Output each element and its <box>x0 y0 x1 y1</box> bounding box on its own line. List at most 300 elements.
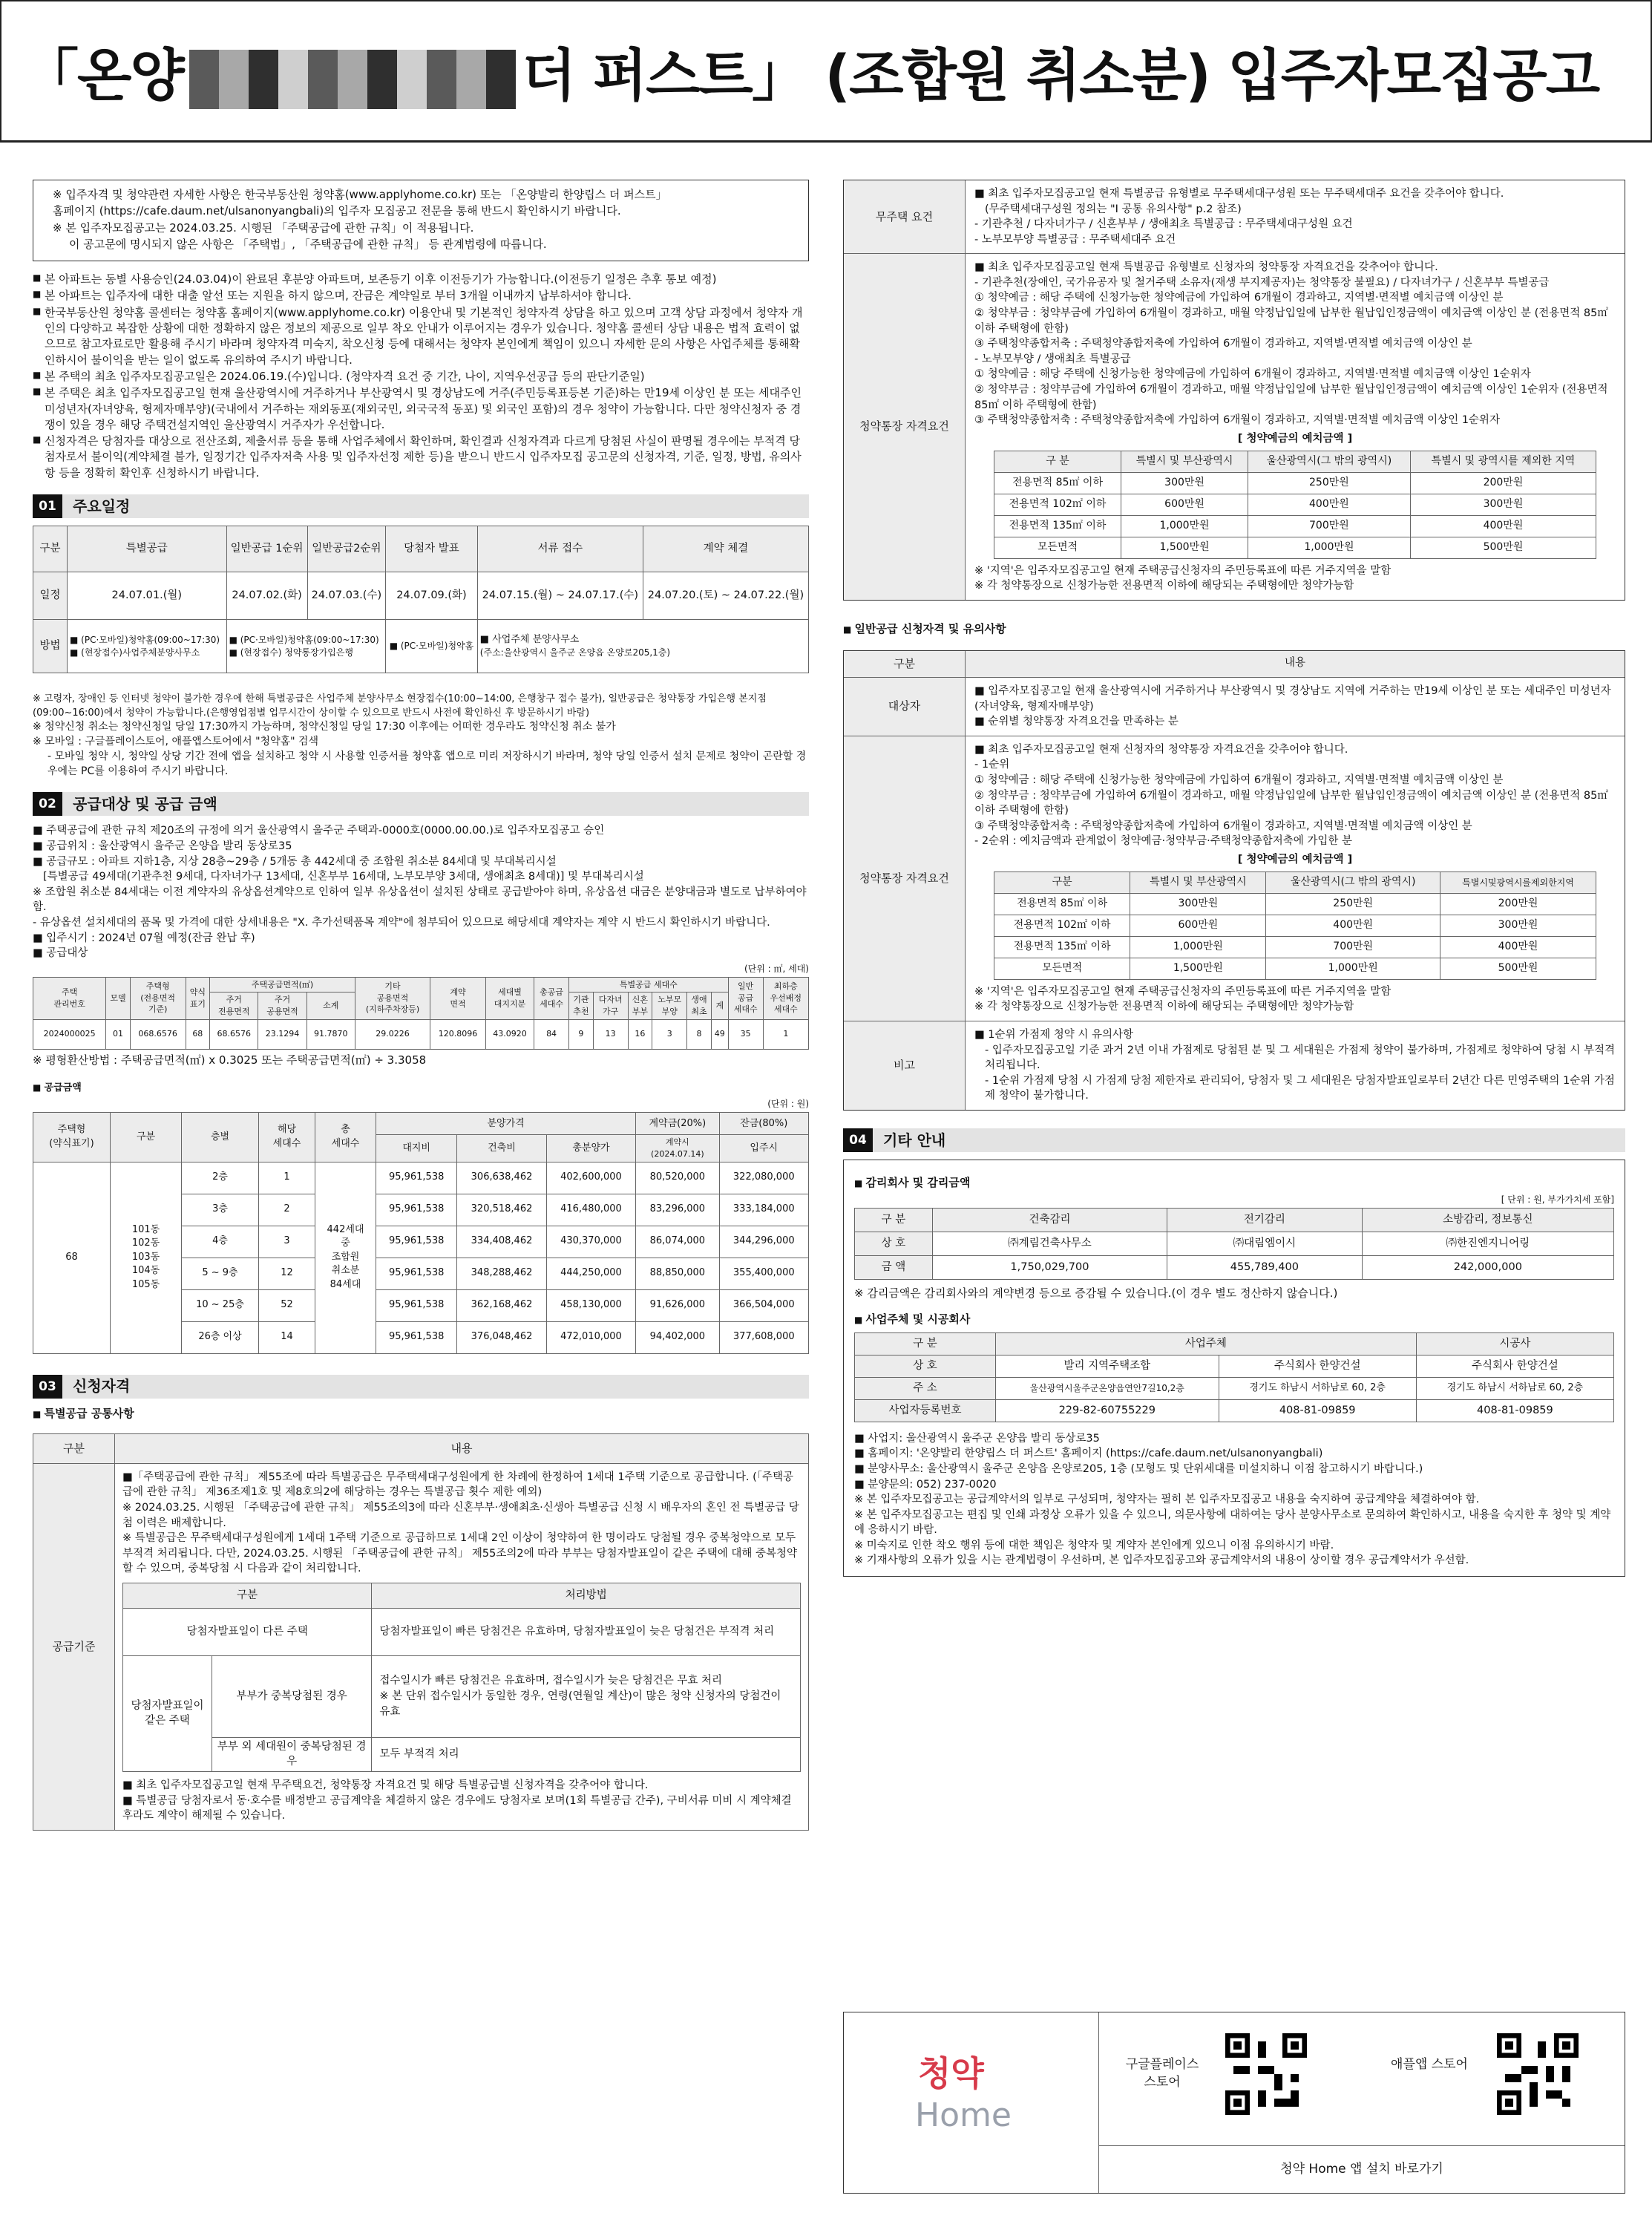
intro-note-line: 이 공고문에 명시되지 않은 사항은 「주택법」, 「주택공급에 관한 규칙」 등 관계법령에 따릅니다. <box>69 237 547 251</box>
deposit-cell: 200만원 <box>1410 473 1596 494</box>
deposit-cell: 300만원 <box>1130 894 1266 915</box>
schedule-notes <box>33 693 809 779</box>
price-subtitle: ■ 공급금액 <box>33 1082 809 1095</box>
price-cell: 362,168,462 <box>457 1289 546 1321</box>
content-line: ② 청약부금 : 청약부금에 가입하여 6개월이 경과하고, 매월 약정납입일에 납부한 월납입인정금액이 예치금액 이상인 1순위자 (전용면적 85㎡ 이하 주택형에 한함) <box>974 383 1608 411</box>
deposit-cell: 600만원 <box>1121 494 1248 516</box>
left-column <box>33 180 809 1831</box>
eligibility-subtitle: ■ 특별공급 공통사항 <box>33 1406 809 1422</box>
eligibility-item: ■「주택공급에 관한 규칙」 제55조에 따라 특별공급은 무주택세대구성원에게 한 차례에 한정하여 1세대 1주택 기준으로 공급합니다. (「주택공급에 관한 규칙」 제36조제1호 및 제8호의2에 해당하는 경우는 특별공급 횟수 제한 예외) <box>122 1471 794 1499</box>
supply-bullet: ■ 주택공급에 관한 규칙 제20조의 규정에 의거 울산광역시 울주군 주택과-0000호(0000.00.00.)로 입주자모집공고 승인 <box>33 825 605 837</box>
content-line: ■ 순위별 청약통장 자격요건을 만족하는 분 <box>974 716 1179 728</box>
price-dong: 104동 <box>131 1265 160 1277</box>
eligibility-label: 공급기준 <box>33 1463 115 1830</box>
supervision-subtitle: ■ 감리회사 및 감리금액 <box>854 1175 1614 1191</box>
eligibility-item: ■ 최초 입주자모집공고일 현재 무주택요건, 청약통장 자격요건 및 해당 특별공급별 신청자격을 갖추어야 합니다. <box>122 1779 649 1792</box>
supply-cell: 43.0920 <box>485 1019 534 1049</box>
row-label: 비고 <box>844 1021 966 1110</box>
other-info-box <box>843 1160 1625 1577</box>
business-cell: 주식회사 한양건설 <box>1416 1355 1613 1377</box>
business-cell: 발리 지역주택조합 <box>996 1355 1219 1377</box>
eligibility-header: 구분 <box>33 1433 115 1463</box>
supervision-cell: ㈜계림건축사무소 <box>932 1232 1167 1256</box>
schedule-cell: 24.07.03.(수) <box>307 572 386 620</box>
content-line: - 2순위 : 예치금액과 관계없이 청약예금·청약부금·주택청약종합저축에 가입한 분 <box>974 835 1353 848</box>
method-line: (주소:울산광역시 울주군 온양읍 온양로205,1층) <box>479 647 671 658</box>
duplicate-cell: 당첨자발표일이 빠른 당첨건은 유효하며, 당첨자발표일이 늦은 당첨건은 부적격 처리 <box>372 1608 801 1655</box>
deposit-header: 울산광역시(그 밖의 광역시) <box>1266 872 1440 894</box>
deposit-cell: 모든면적 <box>994 537 1121 558</box>
duplicate-cell: 부부가 중복당첨된 경우 <box>212 1655 372 1737</box>
method-line: ■ 사업주체 분양사무소 <box>479 633 580 645</box>
deposit-cell: 1,000만원 <box>1130 937 1266 958</box>
other-note: ※ 기재사항의 오류가 있을 시는 관계법령이 우선하며, 본 입주자모집공고와 공급계약서의 내용이 상이할 경우 공급계약서가 우선함. <box>854 1554 1469 1567</box>
schedule-header: 일반공급 1순위 <box>226 526 307 572</box>
remarks-row <box>844 1021 1625 1110</box>
schedule-cell: 24.07.02.(화) <box>226 572 307 620</box>
apple-store-label: 애플앱 스토어 <box>1391 2057 1468 2072</box>
right-column <box>843 180 1625 1577</box>
schedule-cell: 24.07.20.(토) ~ 24.07.22.(월) <box>643 572 808 620</box>
price-cell: 88,850,000 <box>636 1258 719 1289</box>
supply-cell: 16 <box>628 1019 652 1049</box>
schedule-header: 계약 체결 <box>643 526 808 572</box>
schedule-header: 구분 <box>33 526 68 572</box>
general-supply-box <box>843 650 1625 1111</box>
deposit-cell: 500만원 <box>1410 537 1596 558</box>
supply-cell: 49 <box>711 1019 728 1049</box>
business-cell: 경기도 하남시 서하남로 60, 2층 <box>1416 1377 1613 1399</box>
row-label: 청약통장 자격요건 <box>844 736 966 1021</box>
price-table: 주택형 (약식표기) 구분 층별 해당 세대수 총 세대수 분양가격 계약금(20%) 잔금(80%) 대지비 건축비 총분양가 계약시 (2024.07.14) 입주시 68 101동 102동 103동 104동 105동 2층 1 442세대 중 조합원 취소분 84세대 95,961,538 306,638,462 402,600,000 80,520,000 322,080,000 3층 2 95,961,538 320,518,462 416,480,000 83,296,000 333,184,000 4층 3 95,961,538 334,408,462 430,370,000 86,074,000 344,296,000 5 ~ 9층 12 95,961,538 348,288,462 444,250,000 88,850,000 355,400,000 10 ~ 25층 52 95,961,538 362,168,462 458,130,000 91,626,000 366,504,000 26층 이상 14 95,961,538 376,048,462 472,010,000 94,402,000 377,608,000 <box>33 1112 809 1353</box>
business-label: 사업자등록번호 <box>855 1399 996 1422</box>
intro-note-line: ※ 본 입주자모집공고는 2024.03.25. 시행된 「주택공급에 관한 규칙」이 적용됩니다. <box>53 220 474 235</box>
price-cell: 366,504,000 <box>719 1289 808 1321</box>
eligibility-content <box>115 1463 809 1830</box>
supply-bullet: [특별공급 49세대(기관추천 9세대, 다자녀가구 13세대, 신혼부부 16세대, 노부모부양 3세대, 생애최초 8세대)] 및 부대복리시설 <box>43 871 644 883</box>
supply-bullets <box>33 823 809 961</box>
price-cell: 1 <box>259 1162 315 1194</box>
other-note: ※ 미숙지로 인한 착오 행위 등에 대한 책임은 청약자 및 계약자 본인에게 있으니 이점 유의하시기 바람. <box>854 1539 1334 1551</box>
intro-bullet: ■ 본 주택은 최초 입주자모집공고일 현재 울산광역시에 거주하거나 부산광역시 및 경상남도에 거주(주민등록표등본 기준)하는 만19세 이상인 분 또는 세대주인 미성년자(자녀양육, 형제자매부양)(국내에서 거주하는 재외동포(재외국민, 외국국적 동포) 및 외국인 포함)의 경우 청약이 가능합니다. 다만 청약신청자 중 경쟁이 있을 경우 해당 주택건설지역인 울산광역시 거주자가 우선합니다. <box>33 385 809 433</box>
supply-cell: 68.6576 <box>210 1019 258 1049</box>
deposit-cell: 250만원 <box>1266 894 1440 915</box>
deposit-cell: 500만원 <box>1440 958 1596 979</box>
duplicate-line: 접수일시가 빠른 당첨건은 유효하며, 접수일시가 늦은 당첨건은 무효 처리 <box>379 1675 723 1687</box>
duplicate-header: 처리방법 <box>372 1583 801 1608</box>
supply-cell: 3 <box>652 1019 687 1049</box>
schedule-row-label: 일정 <box>33 572 68 620</box>
business-cell: 229-82-60755229 <box>996 1399 1219 1422</box>
business-cell: 408-81-09859 <box>1416 1399 1613 1422</box>
supply-target-table: 주택 관리번호 모델 주택형 (전용면적 기준) 약식 표기 주택공급면적(㎡) 기타 공용면적 (지하주차장등) 계약 면적 세대별 대지지분 총공급 세대수 특별공급 세대수 일반 공급 세대수 최하층 우선배정 세대수 주거 전용면적 주거 공용면적 소계 기관 추천 다자녀 가구 신혼 부부 노부모 부양 생애 최초 계 2024000025 01 068.6576 68 68.6576 23.1294 91.7870 29.0226 120.8096 43.0920 84 9 13 16 3 8 49 35 1 <box>33 977 809 1050</box>
intro-bullets <box>33 272 809 481</box>
row-content <box>966 678 1625 736</box>
schedule-note: - 모바일 청약 시, 청약일 상당 기간 전에 앱을 설치하고 청약 시 사용할 인증서를 청약홈 앱으로 미리 저장하시기 바라며, 청약 당일 인증서 설치 문제로 청약이 곤란할 경우에는 PC를 이용하여 주시기 바랍니다. <box>47 750 807 777</box>
business-table <box>854 1332 1614 1422</box>
section-03-header <box>33 1375 809 1399</box>
deposit-cell: 전용면적 135㎡ 이하 <box>994 937 1130 958</box>
price-cell: 14 <box>259 1321 315 1353</box>
deposit-cell: 1,000만원 <box>1266 958 1440 979</box>
intro-bullet: ■ 신청자격은 당첨자를 대상으로 전산조회, 제출서류 등을 통해 사업주체에서 확인하며, 확인결과 신청자격과 다르게 당첨된 사실이 판명될 경우에는 부적격 당첨자로서 불이익(계약체결 불가, 일정기간 입주자저축 사용 및 입주자선정 제한 등)을 받으니 반드시 입주자모집 공고문의 신청자격, 기준, 일정, 방법, 유의사항 등을 정확히 확인후 신청하시기 바랍니다. <box>33 434 809 481</box>
deposit-header: 특별시 및 부산광역시 <box>1130 872 1266 894</box>
price-cell: 472,010,000 <box>546 1321 635 1353</box>
deposit-title: [ 청약예금의 예치금액 ] <box>1237 853 1353 866</box>
deposit-cell: 700만원 <box>1266 937 1440 958</box>
google-qr-icon[interactable] <box>1225 2033 1307 2115</box>
intro-note <box>33 180 809 261</box>
price-dong: 105동 <box>131 1278 160 1290</box>
price-cell: 355,400,000 <box>719 1258 808 1289</box>
method-line: ■ (현장접수) 청약통장가입은행 <box>229 647 354 658</box>
supervision-label: 금 액 <box>855 1256 933 1280</box>
schedule-cell: 24.07.09.(화) <box>386 572 478 620</box>
supply-cell: 1 <box>763 1019 808 1049</box>
business-label: 상 호 <box>855 1355 996 1377</box>
supply-cell: 9 <box>569 1019 594 1049</box>
price-dong-list <box>111 1162 182 1353</box>
deposit-note: ※ 각 청약통장으로 신청가능한 전용면적 이하에 해당되는 주택형에만 청약가능함 <box>974 580 1354 592</box>
content-line: - 1순위 <box>974 759 1010 771</box>
section-04-header <box>843 1128 1625 1152</box>
supply-cell: 84 <box>534 1019 569 1049</box>
supervision-cell: ㈜한진엔지니어링 <box>1362 1232 1613 1256</box>
section-number: 04 <box>843 1128 873 1152</box>
price-cell: 95,961,538 <box>376 1194 457 1226</box>
duplicate-line: ※ 본 단위 접수일시가 동일한 경우, 연령(연월일 계산)이 많은 청약 신청자의 당첨건이 유효 <box>379 1690 781 1718</box>
price-cell: 2 <box>259 1194 315 1226</box>
schedule-note: ※ 고령자, 장애인 등 인터넷 청약이 불가한 경우에 한해 특별공급은 사업주체 분양사무소 현장접수(10:00~14:00, 은행창구 접수 불가), 일반공급은 청약통장 가입은행 본지점(09:00~16:00)에서 청약이 가능합니다.(은행영업점별 업무시간이 상이할 수 있으므로 반드시 사전에 확인하신 후 방문하시기 바람) <box>33 693 767 719</box>
business-cell: 주식회사 한양건설 <box>1219 1355 1416 1377</box>
price-cell: 94,402,000 <box>636 1321 719 1353</box>
row-label: 청약통장 자격요건 <box>844 254 966 599</box>
qr-area <box>1099 2012 1625 2146</box>
supply-bullet: ■ 공급위치 : 울산광역시 울주군 온양읍 발리 동상로35 <box>33 840 292 853</box>
price-total-line: 조합원 <box>331 1251 360 1263</box>
other-note: ■ 사업지: 울산광역시 울주군 온양읍 발리 동상로35 <box>854 1432 1100 1445</box>
deposit-cell: 1,500만원 <box>1121 537 1248 558</box>
row-content <box>966 180 1625 253</box>
supervision-cell: ㈜대림엠이시 <box>1167 1232 1363 1256</box>
other-note: ■ 분양사무소: 울산광역시 울주군 온양읍 온양로205, 1층 (모형도 및 단위세대를 미설치하니 이점 참고하시기 바랍니다.) <box>854 1462 1423 1475</box>
intro-note-line: 홈페이지 (https://cafe.daum.net/ulsanonyangbali)의 입주자 모집공고 전문을 통해 반드시 확인하시기 바랍니다. <box>53 204 621 218</box>
duplicate-cell: 당첨자발표일이 다른 주택 <box>123 1608 372 1655</box>
price-dong: 102동 <box>131 1237 160 1249</box>
row-content <box>966 736 1625 1021</box>
content-line: - 입주자모집공고일 기준 과거 2년 이내 가점제로 당첨된 분 및 그 세대원은 가점제 청약이 불가하며, 가점제로 청약하여 당첨 시 부적격 처리됩니다. <box>985 1044 1616 1072</box>
unit-label: [ 단위 : 원, 부가가치세 포함] <box>1501 1194 1614 1206</box>
deposit-cell: 1,000만원 <box>1248 537 1411 558</box>
deposit-cell: 전용면적 102㎡ 이하 <box>994 494 1121 516</box>
title-suffix: 더 퍼스트」 (조합원 취소분) 입주자모집공고 <box>521 42 1599 108</box>
supply-cell: 01 <box>106 1019 131 1049</box>
price-cell: 95,961,538 <box>376 1321 457 1353</box>
deposit-note: ※ 각 청약통장으로 신청가능한 전용면적 이하에 해당되는 주택형에만 청약가능함 <box>974 1001 1354 1013</box>
general-supply-subtitle: ■ 일반공급 신청자격 및 유의사항 <box>843 621 1625 637</box>
method-line: ■ (PC·모바일)청약홈(09:00~17:30) <box>70 634 220 645</box>
section-title: 신청자격 <box>73 1377 131 1396</box>
other-note: ※ 본 입주자모집공고는 공급계약서의 일부로 구성되며, 청약자는 필히 본 입주자모집공고 내용을 숙지하여 공급계약을 체결하여야 함. <box>854 1494 1480 1506</box>
price-total <box>315 1162 376 1353</box>
deposit-cell: 300만원 <box>1121 473 1248 494</box>
content-line: ③ 주택청약종합저축 : 주택청약종합저축에 가입하여 6개월이 경과하고, 지역별·면적별 예치금액 이상인 분 <box>974 338 1472 350</box>
supply-cell: 2024000025 <box>33 1019 106 1049</box>
deposit-cell: 전용면적 135㎡ 이하 <box>994 515 1121 537</box>
supervision-header: 건축감리 <box>932 1209 1167 1232</box>
row-content <box>966 1021 1625 1110</box>
eligibility-item: ※ 특별공급은 무주택세대구성원에게 1세대 1주택 기준으로 공급하므로 1세대 2인 이상이 청약하여 한 명이라도 당첨될 경우 중복청약으로 모두 부적격 처리됩니다. 다만, 2024.03.25. 시행된 「주택공급에 관한 규칙」 제55조의2에 따라 부부는 당첨자발표일이 같은 주택에 대해 중복청약할 수 있으며, 중복당첨 시 다음과 같이 처리합니다. <box>122 1532 797 1575</box>
price-cell: 458,130,000 <box>546 1289 635 1321</box>
content-line: - 노부모부양 특별공급 : 무주택세대주 요건 <box>974 233 1176 246</box>
content-line: ② 청약부금 : 청약부금에 가입하여 6개월이 경과하고, 매월 약정납입일에 납부한 월납입인정금액이 예치금액 이상인 분 (전용면적 85㎡ 이하 주택형에 한함) <box>974 789 1608 817</box>
other-note: ■ 홈페이지: '온양발리 한양립스 더 퍼스트' 홈페이지 (https://cafe.daum.net/ulsanonyangbali) <box>854 1448 1323 1460</box>
intro-bullet: ■ 본 아파트는 입주자에 대한 대출 알선 또는 지원을 하지 않으며, 잔금은 계약일로 부터 3개월 이내까지 납부하셔야 합니다. <box>33 288 809 304</box>
special-supply-box <box>843 180 1625 601</box>
supply-bullet: ■ 공급규모 : 아파트 지하1층, 지상 28층~29층 / 5개동 총 442세대 중 조합원 취소분 84세대 및 부대복리시설 <box>33 855 557 868</box>
price-cell: 344,296,000 <box>719 1226 808 1258</box>
row-content <box>966 254 1625 599</box>
content-line: ■ 1순위 가점제 청약 시 유의사항 <box>974 1028 1134 1041</box>
apple-qr-icon[interactable] <box>1497 2033 1579 2115</box>
content-line: ③ 주택청약종합저축 : 주택청약종합저축에 가입하여 6개월이 경과하고, 지역별·면적별 예치금액 이상인 1순위자 <box>974 414 1500 427</box>
supervision-cell: 1,750,029,700 <box>932 1256 1167 1280</box>
deposit-header: 구분 <box>994 872 1130 894</box>
header-label: 구분 <box>844 651 966 677</box>
price-dong: 101동 <box>131 1223 160 1235</box>
general-account-row <box>844 736 1625 1021</box>
price-cell: 95,961,538 <box>376 1226 457 1258</box>
deposit-cell: 400만원 <box>1266 915 1440 937</box>
supervision-note: ※ 감리금액은 감리회사와의 계약변경 등으로 증감될 수 있습니다.(이 경우 별도 정산하지 않습니다.) <box>854 1286 1338 1301</box>
deposit-cell: 600만원 <box>1130 915 1266 937</box>
deposit-cell: 250만원 <box>1248 473 1411 494</box>
price-cell: 416,480,000 <box>546 1194 635 1226</box>
supervision-header: 소방감리, 정보통신 <box>1362 1209 1613 1232</box>
duplicate-cell <box>372 1655 801 1737</box>
price-cell: 334,408,462 <box>457 1226 546 1258</box>
deposit-cell: 전용면적 102㎡ 이하 <box>994 915 1130 937</box>
price-cell: 86,074,000 <box>636 1226 719 1258</box>
price-cell: 95,961,538 <box>376 1258 457 1289</box>
general-header-row <box>844 651 1625 678</box>
intro-bullet: ■ 한국부동산원 청약홈 콜센터는 청약홈 홈페이지(www.applyhome.co.kr) 이용안내 및 기본적인 청약자격 상담을 하고 있으며 고객 상담 과정에서 청약자 개인의 다양하고 복잡한 상황에 대한 정확하지 않은 정보의 제공으로 일부 착오 안내가 이루어지는 경우가 있습니다. 청약홈 콜센터 상담 내용은 법적 효력이 없으므로 참고자료로만 활용해 주시기 바라며 청약자격 미숙지, 착오신청 등에 대해서는 청약자 본인에게 책임이 있으니 자세한 문의 사항은 사업주체를 통해확인하시어 불이익을 받는 일이 없도록 유의하여 주시기 바랍니다. <box>33 305 809 368</box>
price-cell: 444,250,000 <box>546 1258 635 1289</box>
deposit-cell: 전용면적 85㎡ 이하 <box>994 894 1130 915</box>
price-cell: 2층 <box>182 1162 259 1194</box>
schedule-header: 특별공급 <box>68 526 227 572</box>
schedule-header: 서류 접수 <box>477 526 643 572</box>
eligibility-header: 내용 <box>115 1433 809 1463</box>
logo-top: 청약 <box>918 2053 984 2093</box>
blurred-name <box>189 50 516 109</box>
price-dong: 103동 <box>131 1251 160 1263</box>
duplicate-cell: 모두 부적격 처리 <box>372 1737 801 1771</box>
content-line: - 기관추천(장애인, 국가유공자 및 철거주택 소유자(재생 부지제공자)는 청약통장 불필요) / 다자녀가구 / 신혼부부 특별공급 <box>974 276 1550 289</box>
price-cell: 376,048,462 <box>457 1321 546 1353</box>
supply-bullet: ※ 조합원 취소분 84세대는 이전 계약자의 유상옵션계약으로 인하여 일부 유상옵션이 설치된 상태로 공급받아야 하며, 유상옵션 대금은 분양대금과 별도로 납부하여야 함. <box>33 886 807 914</box>
price-cell: 5 ~ 9층 <box>182 1258 259 1289</box>
general-deposit-table <box>994 871 1596 979</box>
eligibility-item: ■ 특별공급 당첨자로서 동·호수를 배정받고 공급계약을 체결하지 않은 경우에도 당첨자로 보며(1회 특별공급 간주), 구비서류 미비 시 계약체결 후라도 계약이 해제될 수 있습니다. <box>122 1794 792 1822</box>
schedule-cell: ■ (PC·모바일)청약홈 <box>386 620 478 673</box>
business-cell: 경기도 하남시 서하남로 60, 2층 <box>1219 1377 1416 1399</box>
price-cell: 402,600,000 <box>546 1162 635 1194</box>
account-row <box>844 254 1625 599</box>
price-cell: 91,626,000 <box>636 1289 719 1321</box>
schedule-table <box>33 526 809 673</box>
price-cell: 3 <box>259 1226 315 1258</box>
row-label: 대상자 <box>844 678 966 736</box>
header-label: 내용 <box>1284 657 1305 670</box>
price-cell: 52 <box>259 1289 315 1321</box>
method-line: ■ (PC·모바일)청약홈(09:00~17:30) <box>229 634 379 645</box>
google-store-label: 구글플레이스 스토어 <box>1125 2057 1199 2090</box>
schedule-header: 당첨자 발표 <box>386 526 478 572</box>
deposit-cell: 300만원 <box>1410 494 1596 516</box>
business-label: 주 소 <box>855 1377 996 1399</box>
deposit-table <box>994 451 1596 558</box>
duplicate-cell: 부부 외 세대원이 중복당첨된 경우 <box>212 1737 372 1771</box>
row-label: 무주택 요건 <box>844 180 966 253</box>
content-line: ■ 최초 입주자모집공고일 현재 특별공급 유형별로 신청자의 청약통장 자격요건을 갖추어야 합니다. <box>974 261 1438 274</box>
price-cell: 430,370,000 <box>546 1226 635 1258</box>
section-number: 01 <box>33 494 62 518</box>
target-row <box>844 678 1625 736</box>
unit-label: (단위 : 원) <box>767 1099 809 1110</box>
supply-cell: 13 <box>593 1019 628 1049</box>
intro-bullet: ■ 본 아파트는 동별 사용승인(24.03.04)이 완료된 후분양 아파트며, 보존등기 이후 이전등기가 가능합니다.(이전등기 일정은 추후 통보 예정) <box>33 272 809 287</box>
deposit-cell: 300만원 <box>1440 915 1596 937</box>
intro-note-line: ※ 입주자격 및 청약관련 자세한 사항은 한국부동산원 청약홈(www.applyhome.co.kr) 또는 「온양발리 한양립스 더 퍼스트」 <box>53 188 667 201</box>
content-line: ① 청약예금 : 해당 주택에 신청가능한 청약예금에 가입하여 6개월이 경과하고, 지역별·면적별 예치금액 이상인 분 <box>974 774 1504 786</box>
price-cell: 320,518,462 <box>457 1194 546 1226</box>
eligibility-item: ※ 2024.03.25. 시행된 「주택공급에 관한 규칙」 제55조의3에 따라 신혼부부·생애최초·신생아 특별공급 신청 시 배우자의 혼인 전 특별공급 당첨 이력은 배제합니다. <box>122 1501 799 1529</box>
app-caption: 청약 Home 앱 설치 바로가기 <box>1280 2162 1443 2177</box>
deposit-cell: 1,500만원 <box>1130 958 1266 979</box>
business-subtitle: ■ 사업주체 및 시공회사 <box>854 1312 1614 1327</box>
price-total-line: 84세대 <box>330 1278 361 1290</box>
section-02-header <box>33 792 809 816</box>
other-info-notes <box>854 1431 1614 1569</box>
deposit-header: 구 분 <box>994 451 1121 473</box>
supply-cell: 29.0226 <box>355 1019 430 1049</box>
section-01-header <box>33 494 809 518</box>
app-logo <box>844 2012 1099 2193</box>
section-title: 주요일정 <box>73 497 131 515</box>
supply-cell: 35 <box>728 1019 763 1049</box>
schedule-cell <box>226 620 386 673</box>
deposit-cell: 모든면적 <box>994 958 1130 979</box>
intro-bullet: ■ 본 주택의 최초 입주자모집공고일은 2024.06.19.(수)입니다. (청약자격 요건 중 기간, 나이, 지역우선공급 등의 판단기준일) <box>33 369 809 385</box>
deposit-cell: 200만원 <box>1440 894 1596 915</box>
schedule-row-label: 방법 <box>33 620 68 673</box>
content-line: ■ 최초 입주자모집공고일 현재 특별공급 유형별로 무주택세대구성원 또는 무주택세대주 요건을 갖추어야 합니다. <box>974 188 1504 200</box>
content-line: ■ 입주자모집공고일 현재 울산광역시에 거주하거나 부산광역시 및 경상남도 지역에 거주하는 만19세 이상인 분 또는 세대주인 미성년자(자녀양육, 형제자매부양) <box>974 685 1611 713</box>
price-total-line: 취소분 <box>331 1265 360 1277</box>
app-download-box <box>843 2012 1625 2194</box>
title-bar <box>0 0 1652 143</box>
deposit-cell: 400만원 <box>1410 515 1596 537</box>
price-total-line: 중 <box>341 1237 350 1249</box>
price-cell: 322,080,000 <box>719 1162 808 1194</box>
section-title: 기타 안내 <box>883 1131 946 1149</box>
price-cell: 333,184,000 <box>719 1194 808 1226</box>
schedule-cell: 24.07.15.(월) ~ 24.07.17.(수) <box>477 572 643 620</box>
deposit-note: ※ '지역'은 입주자모집공고일 현재 주택공급신청자의 주민등록표에 따른 거주지역을 말함 <box>974 985 1392 998</box>
section-number: 02 <box>33 792 62 816</box>
price-cell: 10 ~ 25층 <box>182 1289 259 1321</box>
other-note: ■ 분양문의: 052) 237-0020 <box>854 1478 997 1491</box>
schedule-header: 일반공급2순위 <box>307 526 386 572</box>
page-title <box>22 36 1599 116</box>
schedule-cell <box>477 620 808 673</box>
deposit-note: ※ '지역'은 입주자모집공고일 현재 주택공급신청자의 주민등록표에 따른 거주지역을 말함 <box>974 564 1392 577</box>
section-number: 03 <box>33 1375 62 1399</box>
content-line: ① 청약예금 : 해당 주택에 신청가능한 청약예금에 가입하여 6개월이 경과하고, 지역별·면적별 예치금액 이상인 1순위자 <box>974 368 1531 381</box>
title-prefix: 「온양 <box>22 42 183 108</box>
schedule-cell: 24.07.01.(월) <box>68 572 227 620</box>
supply-cell: 8 <box>687 1019 712 1049</box>
method-line: ■ (현장접수)사업주체분양사무소 <box>70 647 200 658</box>
deposit-cell: 400만원 <box>1440 937 1596 958</box>
deposit-cell: 700만원 <box>1248 515 1411 537</box>
deposit-header: 특별시및광역시를제외한지역 <box>1440 872 1596 894</box>
deposit-header: 특별시 및 부산광역시 <box>1121 451 1248 473</box>
price-cell: 12 <box>259 1258 315 1289</box>
supply-cell: 068.6576 <box>130 1019 186 1049</box>
deposit-title: [ 청약예금의 예치금액 ] <box>1237 432 1353 445</box>
duplicate-group: 당첨자발표일이 같은 주택 <box>123 1655 212 1771</box>
schedule-note: ※ 청약신청 취소는 청약신청일 당일 17:30까지 가능하며, 청약신청일 당일 17:30 이후에는 어떠한 경우라도 청약신청 취소 불가 <box>33 720 616 733</box>
section-title: 공급대상 및 공급 금액 <box>73 795 217 814</box>
deposit-cell: 400만원 <box>1248 494 1411 516</box>
business-header: 구 분 <box>855 1332 996 1355</box>
supervision-label: 상 호 <box>855 1232 933 1256</box>
business-header: 사업주체 <box>996 1332 1417 1355</box>
price-cell: 95,961,538 <box>376 1162 457 1194</box>
deposit-cell: 전용면적 85㎡ 이하 <box>994 473 1121 494</box>
price-cell: 83,296,000 <box>636 1194 719 1226</box>
price-cell: 348,288,462 <box>457 1258 546 1289</box>
supervision-header: 전기감리 <box>1167 1209 1363 1232</box>
no-house-row <box>844 180 1625 254</box>
duplicate-win-table <box>122 1583 801 1772</box>
supervision-table <box>854 1208 1614 1280</box>
price-cell: 95,961,538 <box>376 1289 457 1321</box>
price-total-line: 442세대 <box>327 1223 364 1235</box>
unit-label: (단위 : ㎡, 세대) <box>744 963 809 974</box>
content-line: ② 청약부금 : 청약부금에 가입하여 6개월이 경과하고, 매월 약정납입일에 납부한 월납입인정금액이 예치금액 이상인 분 (전용면적 85㎡ 이하 주택형에 한함) <box>974 307 1608 335</box>
price-cell: 306,638,462 <box>457 1162 546 1194</box>
supervision-cell: 455,789,400 <box>1167 1256 1363 1280</box>
supply-cell: 120.8096 <box>430 1019 486 1049</box>
content-line: - 노부모부양 / 생애최초 특별공급 <box>974 353 1131 365</box>
supply-bullet: ■ 공급대상 <box>33 947 88 960</box>
duplicate-header: 구분 <box>123 1583 372 1608</box>
business-cell: 울산광역시울주군온양읍연안7길10,2층 <box>996 1377 1219 1399</box>
price-cell: 3층 <box>182 1194 259 1226</box>
business-header: 시공사 <box>1416 1332 1613 1355</box>
supervision-header: 구 분 <box>855 1209 933 1232</box>
business-cell: 408-81-09859 <box>1219 1399 1416 1422</box>
price-cell: 377,608,000 <box>719 1321 808 1353</box>
area-formula: ※ 평형환산방법 : 주택공급면적(㎡) x 0.3025 또는 주택공급면적(㎡) ÷ 3.3058 <box>33 1053 427 1067</box>
deposit-header: 울산광역시(그 밖의 광역시) <box>1248 451 1411 473</box>
supply-bullet: ■ 입주시기 : 2024년 07월 예정(잔금 완납 후) <box>33 932 255 944</box>
price-cell: 26층 이상 <box>182 1321 259 1353</box>
supply-bullet: - 유상옵션 설치세대의 품목 및 가격에 대한 상세내용은 "X. 추가선택품목 계약"에 첨부되어 있으므로 해당세대 계약자는 계약 시 반드시 확인하시기 바랍니다. <box>33 916 770 929</box>
